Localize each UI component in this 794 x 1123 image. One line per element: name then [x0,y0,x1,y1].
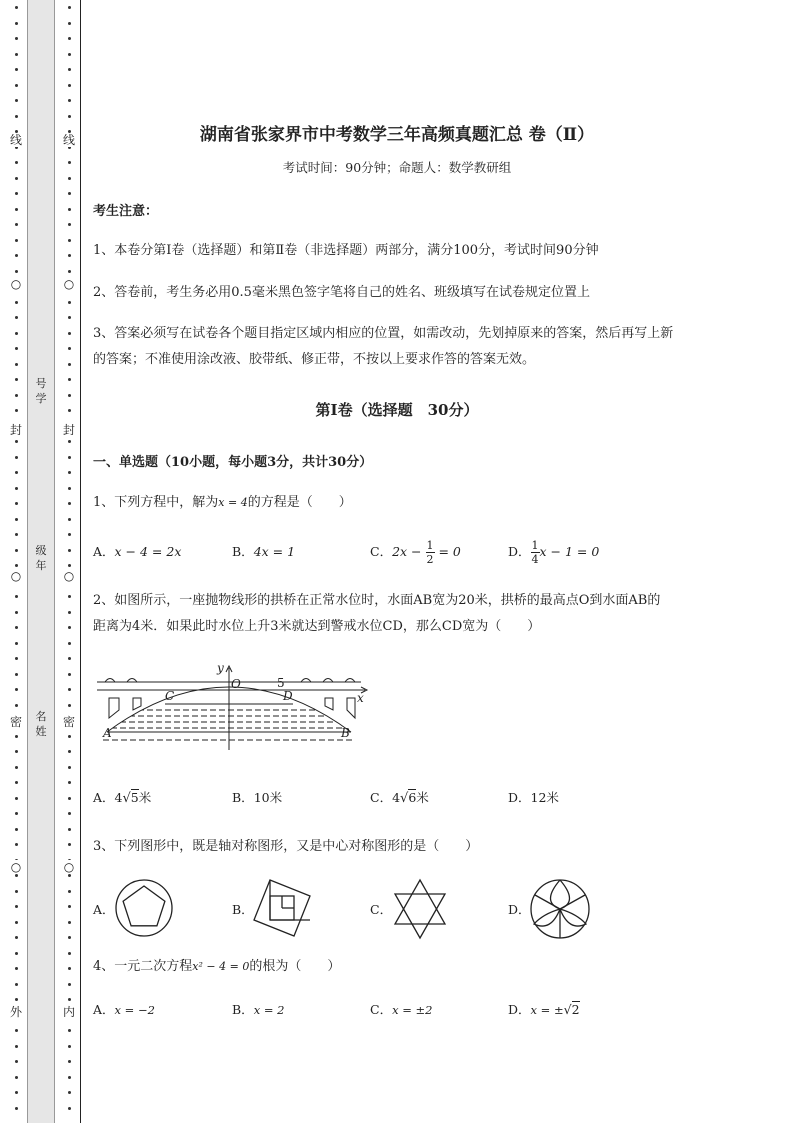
binding-dot [68,347,71,350]
part-title: 第Ⅰ卷（选择题 30分） [315,401,479,419]
binding-dot [68,735,71,738]
binding-dot [15,549,18,552]
binding-dot [15,688,18,691]
outer-marker-circle: ○ [10,569,22,583]
binding-dot [15,611,18,614]
binding-dot [68,998,71,1001]
binding-dot [15,347,18,350]
binding-dot [68,905,71,908]
binding-dot [15,626,18,629]
binding-dot [15,1029,18,1032]
option-c-label[interactable]: C． [370,902,393,917]
binding-dot [15,518,18,521]
outer-marker-mi: 密 [9,715,22,729]
option-a[interactable]: A．x − 4 = 2x [93,544,182,559]
hexagram-figure[interactable] [390,878,450,940]
option-d[interactable]: D．x = ±√2 [508,1002,580,1017]
binding-dot [15,766,18,769]
binding-dot [68,1029,71,1032]
binding-dot [68,239,71,242]
binding-dot [68,611,71,614]
binding-dot [15,192,18,195]
binding-dot [15,115,18,118]
binding-dot [68,1091,71,1094]
y-axis-label: y [217,661,224,675]
binding-dot [68,921,71,924]
binding-dot [15,68,18,71]
binding-dot [15,983,18,986]
option-c[interactable]: C．2x − $\frac{1}{2}$ = 0 [370,539,461,566]
binding-dot [68,177,71,180]
binding-dot [68,967,71,970]
binding-dot [15,921,18,924]
field-grade: 级年 [35,544,47,572]
option-a[interactable]: A．4√5米 [93,790,152,806]
binding-dot [15,1107,18,1110]
binding-dot [68,99,71,102]
section-title: 一、单选题（10小题，每小题3分，共计30分） [93,455,373,470]
notice-item: 1、本卷分第Ⅰ卷（选择题）和第Ⅱ卷（非选择题）两部分，满分100分，考试时间90分钟 [93,243,599,258]
exam-info: 考试时间：90分钟；命题人：数学教研组 [282,160,512,175]
option-d[interactable]: D．12米 [508,790,559,805]
binding-dot [68,533,71,536]
binding-dot [15,812,18,815]
binding-dot [68,750,71,753]
binding-dot [15,301,18,304]
binding-dot [15,890,18,893]
binding-dot [15,440,18,443]
binding-dot [15,828,18,831]
binding-dot [68,781,71,784]
option-b[interactable]: B．x = 2 [232,1002,285,1017]
binding-dot [68,37,71,40]
outer-marker-circle: ○ [10,277,22,291]
binding-dot [68,936,71,939]
binding-dot [15,208,18,211]
option-b-label[interactable]: B． [232,902,254,917]
outer-marker-xian: 线 [9,133,22,147]
outer-marker-circle: ○ [10,860,22,874]
question-2-line: 2、如图所示，一座抛物线形的拱桥在正常水位时，水面AB宽为20米，拱桥的最高点O到水面AB的 [93,593,661,608]
binding-dot [15,704,18,707]
option-b[interactable]: B．4x = 1 [232,544,296,559]
binding-dot [68,68,71,71]
binding-dot [15,533,18,536]
binding-dot [68,1045,71,1048]
binding-dot [15,223,18,226]
binding-dot [68,84,71,87]
square-pythagoras-figure[interactable] [252,876,314,938]
option-d-label[interactable]: D． [508,902,531,917]
question-2-line: 距离为4米．如果此时水位上升3米就达到警戒水位CD，那么CD宽为（ ） [93,619,541,634]
binding-dot [68,549,71,552]
binding-dot [68,115,71,118]
binding-dot [15,378,18,381]
field-name: 名姓 [35,710,47,738]
point-d-label: D [283,689,293,703]
binding-dot [68,22,71,25]
outer-marker-feng: 封 [9,423,22,437]
binding-dot [68,440,71,443]
binding-dot [68,797,71,800]
binding-dot [15,37,18,40]
binding-dot [15,316,18,319]
binding-dot [68,657,71,660]
notice-item: 的答案；不准使用涂改液、胶带纸、修正带，不按以上要求作答的答案无效。 [93,352,536,367]
binding-dot [68,254,71,257]
point-a-label: A [103,726,112,740]
binding-dot [15,843,18,846]
binding-dot [68,983,71,986]
binding-dot [68,626,71,629]
option-c[interactable]: C．x = ±2 [370,1002,433,1017]
binding-dot [15,502,18,505]
binding-dot [15,53,18,56]
binding-dot [15,394,18,397]
binding-dot [68,53,71,56]
binding-dot [68,223,71,226]
notice-item: 3、答案必须写在试卷各个题目指定区域内相应的位置，如需改动，先划掉原来的答案，然后再写上新 [93,326,674,341]
binding-dot [15,177,18,180]
binding-dot [68,502,71,505]
question-4-stem: 4、一元二次方程x² − 4 = 0的根为（ ） [93,959,341,974]
binding-dot [15,6,18,9]
binding-dot [68,471,71,474]
inner-marker-circle: ○ [63,860,75,874]
option-a-label[interactable]: A． [93,902,115,917]
binding-dot [68,828,71,831]
binding-dot [15,1060,18,1063]
x-axis-label: x [357,691,364,705]
question-3-stem: 3、下列图形中，既是轴对称图形，又是中心对称图形的是（ ） [93,839,479,854]
binding-dot [68,192,71,195]
option-d[interactable]: D． $\frac{1}{4}$ x − 1 = 0 [508,539,600,566]
binding-dot [15,673,18,676]
binding-dot [15,797,18,800]
point-b-label: B [341,726,350,740]
binding-dot [68,1060,71,1063]
binding-dot [68,874,71,877]
binding-dot [15,781,18,784]
inner-marker-nei: 内 [62,1005,75,1019]
inner-marker-mi: 密 [62,715,75,729]
binding-dot [15,332,18,335]
binding-dot [68,270,71,273]
binding-dot [68,487,71,490]
binding-dot [68,843,71,846]
binding-dot [15,642,18,645]
option-b[interactable]: B．10米 [232,790,283,805]
inner-marker-feng: 封 [62,423,75,437]
three-arc-circle-figure[interactable] [529,878,591,940]
binding-dot [68,704,71,707]
option-c[interactable]: C．4√6米 [370,790,429,806]
notice-heading: 考生注意： [93,204,159,219]
circle-pentagon-figure[interactable] [114,878,174,938]
binding-dot [15,99,18,102]
binding-dot [15,270,18,273]
binding-dot [15,254,18,257]
binding-dot [15,1076,18,1079]
binding-dot [68,564,71,567]
binding-dot [68,456,71,459]
binding-dot [15,239,18,242]
binding-dot [68,952,71,955]
binding-dot [15,471,18,474]
binding-dot [68,642,71,645]
binding-dot [15,657,18,660]
binding-dot [15,998,18,1001]
binding-dot [15,967,18,970]
binding-dot [68,208,71,211]
binding-dot [68,363,71,366]
field-student-id: 号学 [35,377,47,405]
binding-dot [68,766,71,769]
binding-dot [68,378,71,381]
binding-dot [68,673,71,676]
question-1-stem: 1、下列方程中，解为x = 4的方程是（ ） [93,495,352,510]
binding-dot [68,518,71,521]
page-title: 湖南省张家界市中考数学三年高频真题汇总 卷（Ⅱ） [199,125,595,145]
binding-dot [68,316,71,319]
binding-dot [15,595,18,598]
option-a[interactable]: A．x = −2 [93,1002,155,1017]
binding-dot [15,456,18,459]
binding-dot [15,936,18,939]
binding-dot [68,332,71,335]
binding-dot [68,1076,71,1079]
binding-dot [15,874,18,877]
binding-dot [68,688,71,691]
binding-dot [15,22,18,25]
binding-dot [15,487,18,490]
inner-marker-circle: ○ [63,569,75,583]
binding-dot [68,6,71,9]
binding-dot [15,735,18,738]
outer-marker-wai: 外 [9,1005,22,1019]
inner-marker-circle: ○ [63,277,75,291]
binding-dot [15,564,18,567]
binding-dot [68,1107,71,1110]
binding-dot [15,952,18,955]
scale-label: 5 [277,676,285,690]
arch-bridge-figure [93,660,378,752]
binding-dot [15,1045,18,1048]
inner-marker-xian: 线 [62,133,75,147]
binding-dot [15,905,18,908]
binding-dot [68,394,71,397]
binding-dot [15,750,18,753]
notice-item: 2、答卷前，考生务必用0.5毫米黑色签字笔将自己的姓名、班级填写在试卷规定位置上 [93,285,590,300]
binding-dot [15,84,18,87]
binding-dot [15,1091,18,1094]
binding-dot [68,890,71,893]
origin-label: O [231,677,241,691]
binding-dot [68,595,71,598]
binding-dot [68,812,71,815]
binding-dot [68,301,71,304]
point-c-label: C [165,689,175,703]
binding-dot [15,363,18,366]
